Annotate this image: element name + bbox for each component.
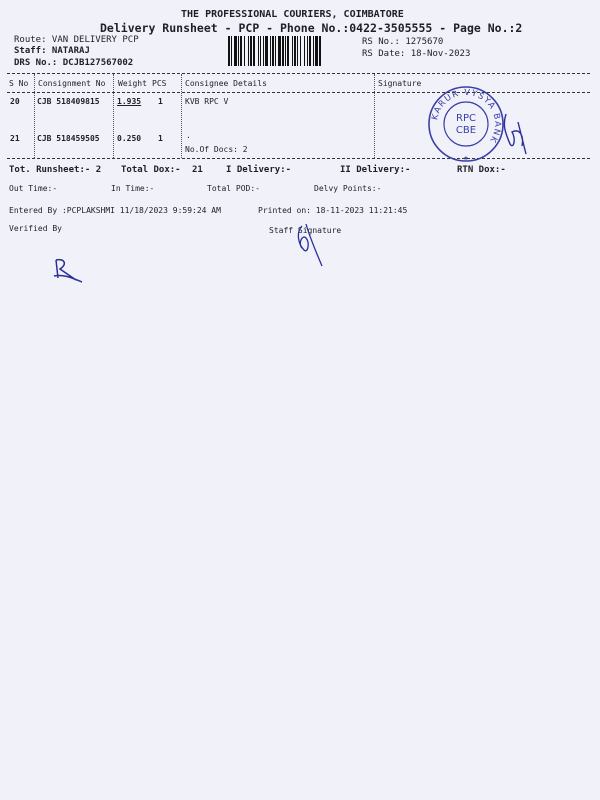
- row-weight: 0.250: [117, 134, 142, 143]
- col-divider: [34, 74, 35, 158]
- no-of-docs: No.Of Docs: 2: [185, 145, 248, 154]
- out-time: Out Time:-: [9, 184, 58, 193]
- col-divider: [181, 74, 182, 158]
- total-pod: Total POD:-: [207, 184, 260, 193]
- verifier-signature: [50, 256, 88, 284]
- row-sno: 21: [10, 134, 20, 143]
- staff-label: Staff: NATARAJ: [14, 46, 90, 56]
- table-top-rule: [7, 73, 590, 74]
- verified-by-label: Verified By: [9, 224, 62, 233]
- col-header-consignment: Consignment No: [38, 79, 106, 88]
- svg-text:CBE: CBE: [455, 125, 477, 136]
- rtn-dox: RTN Dox:-: [457, 165, 506, 175]
- bank-stamp: [426, 84, 506, 164]
- col-header-signature: Signature: [378, 79, 422, 88]
- in-time: In Time:-: [111, 184, 155, 193]
- staff-signature-label: Staff Signature: [269, 226, 342, 235]
- total-dox-value: 21: [192, 165, 203, 175]
- total-dox-label: Total Dox:-: [121, 165, 181, 175]
- row-consignment: CJB 518409815: [37, 97, 100, 106]
- col-header-weight: Weight: [118, 79, 147, 88]
- entered-by: Entered By :PCPLAKSHMI 11/18/2023 9:59:24 AM: [9, 206, 221, 215]
- col-header-pcs: PCS: [152, 79, 167, 88]
- i-delivery: I Delivery:-: [226, 165, 292, 175]
- col-divider: [374, 74, 375, 158]
- row-consignee: .: [186, 131, 191, 140]
- row-weight: 1.935: [117, 97, 142, 106]
- svg-text:RPC: RPC: [456, 113, 476, 124]
- tot-runsheet: Tot. Runsheet:- 2: [9, 165, 102, 175]
- row-consignee: KVB RPC V: [185, 97, 229, 106]
- rs-number: RS No.: 1275670: [362, 37, 444, 47]
- route-label: Route: VAN DELIVERY PCP: [14, 35, 139, 45]
- row-pcs: 1: [158, 97, 163, 106]
- rs-date: RS Date: 18-Nov-2023: [362, 49, 471, 59]
- row-pcs: 1: [158, 134, 163, 143]
- col-divider: [113, 74, 114, 158]
- staff-signature: [292, 222, 328, 268]
- drs-number: DRS No.: DCJB127567002: [14, 58, 134, 68]
- company-title: THE PROFESSIONAL COURIERS, COIMBATORE: [181, 9, 404, 20]
- printed-on: Printed on: 18-11-2023 11:21:45: [258, 206, 408, 215]
- delvy-points: Delvy Points:-: [314, 184, 382, 193]
- barcode: [228, 36, 354, 66]
- col-header-consignee: Consignee Details: [185, 79, 267, 88]
- col-header-sno: S No: [9, 79, 29, 88]
- row-consignment: CJB 518459505: [37, 134, 100, 143]
- runsheet-title: Delivery Runsheet - PCP - Phone No.:0422-3505555 - Page No.:2: [100, 21, 523, 35]
- row-sno: 20: [10, 97, 20, 106]
- ii-delivery: II Delivery:-: [340, 165, 411, 175]
- svg-text:KARUR VYSYA BANK: KARUR VYSYA BANK: [430, 87, 503, 146]
- svg-text:★: ★: [463, 155, 469, 162]
- delivery-signature: [500, 108, 530, 158]
